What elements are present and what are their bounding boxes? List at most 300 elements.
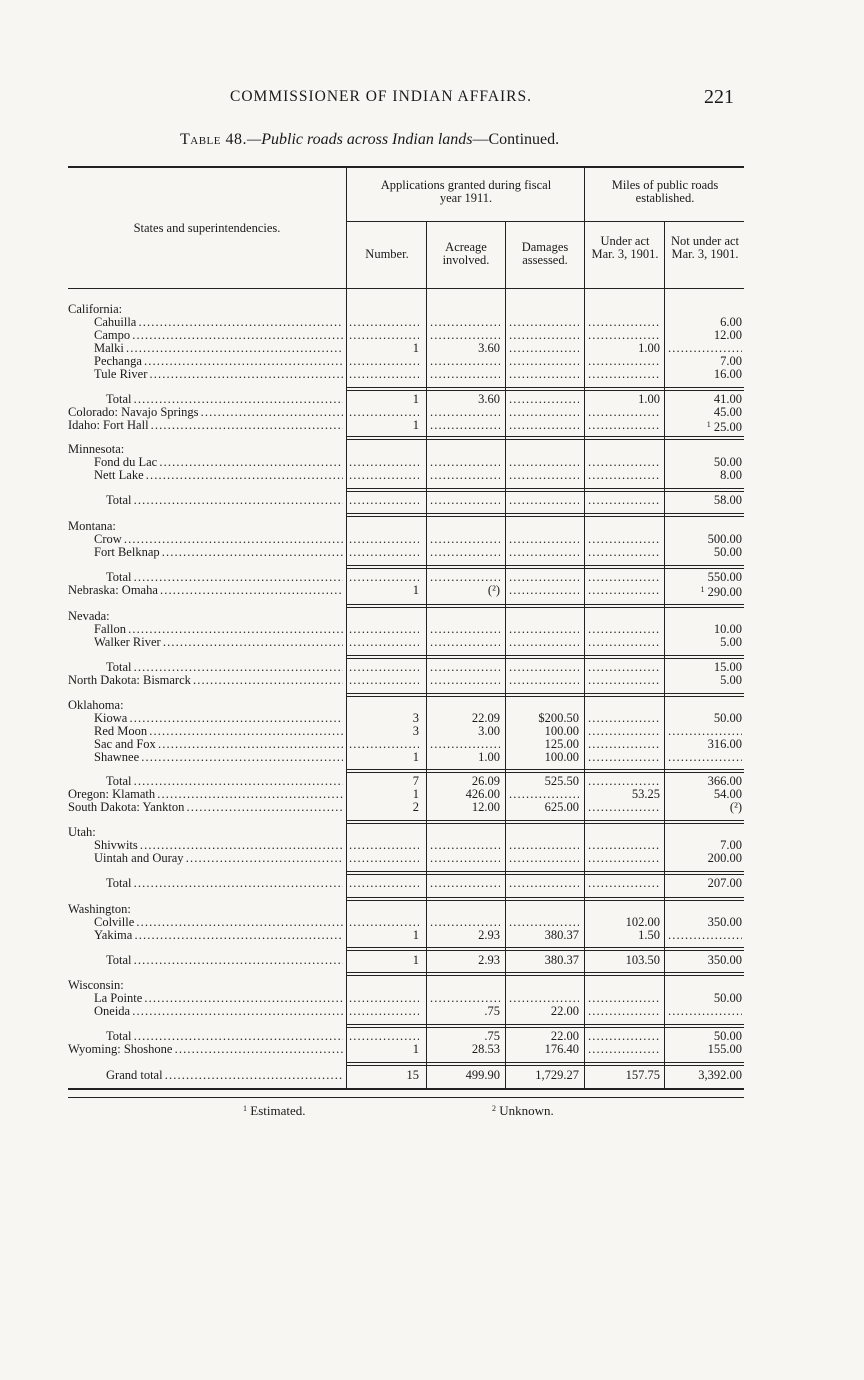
section-rule [346, 972, 744, 973]
header-states: States and superintendencies. [133, 221, 281, 235]
cell-damages [509, 712, 579, 725]
cell-value: 207.00 [707, 877, 742, 890]
cell-under-act [588, 725, 660, 738]
table-row [0, 406, 864, 419]
section-rule [346, 655, 744, 656]
cell-not-under-act [668, 751, 742, 764]
cell-not-under-act [668, 674, 742, 687]
cell-acreage [430, 801, 500, 814]
cell-value: 500.00 [707, 533, 742, 546]
cell-not-under-act [668, 992, 742, 1005]
cell-number [349, 1069, 419, 1082]
cell-under-act [588, 533, 660, 546]
cell-acreage [430, 992, 500, 1005]
cell-value: 550.00 [707, 571, 742, 584]
cell-acreage [430, 1005, 500, 1018]
table-row [0, 738, 864, 751]
cell-acreage [430, 456, 500, 469]
cell-value: 7 [412, 775, 419, 788]
table-row [0, 826, 864, 839]
row-label: Shawnee . . . [94, 751, 343, 764]
cell-value: $200.50 [538, 712, 579, 725]
row-label: Grand total . . . [106, 1069, 343, 1082]
footnote-1-mark: 1 [243, 1104, 247, 1113]
row-label: California: [68, 303, 123, 316]
row-label: Pechanga . . . [94, 355, 343, 368]
cell-value: 7.00 [720, 839, 742, 852]
cell-value: 50.00 [713, 1030, 742, 1043]
cell-under-act [588, 456, 660, 469]
cell-under-act [588, 1069, 660, 1082]
cell-damages [509, 469, 579, 482]
cell-value: 3.60 [478, 393, 500, 406]
cell-value: 100.00 [544, 751, 579, 764]
table-row [0, 342, 864, 355]
cell-acreage [430, 316, 500, 329]
row-label: Shivwits . . . [94, 839, 343, 852]
cell-value: 58.00 [713, 494, 742, 507]
cell-damages [509, 368, 579, 381]
cell-under-act [588, 329, 660, 342]
cell-under-act [588, 992, 660, 1005]
cell-acreage [430, 406, 500, 419]
cell-value: 1 [412, 393, 419, 406]
row-label: South Dakota: Yankton . . . [68, 801, 343, 814]
cell-under-act [588, 469, 660, 482]
row-label: Idaho: Fort Hall . . . [68, 419, 343, 432]
row-label: Fort Belknap . . . [94, 546, 343, 559]
table-row [0, 368, 864, 381]
cell-number [349, 571, 419, 584]
cell-value: 1 [412, 954, 419, 967]
cell-value: 3 [412, 725, 419, 738]
cell-not-under-act [668, 852, 742, 865]
table-title-number: Table 48. [180, 131, 247, 148]
table-row [0, 852, 864, 865]
cell-under-act [588, 801, 660, 814]
cell-under-act [588, 355, 660, 368]
section-rule [346, 1065, 744, 1066]
cell-damages [509, 725, 579, 738]
section-rule [346, 513, 744, 514]
cell-under-act [588, 852, 660, 865]
cell-number [349, 839, 419, 852]
cell-not-under-act [668, 929, 742, 942]
cell-number [349, 929, 419, 942]
cell-not-under-act [668, 954, 742, 967]
cell-value: 1.00 [638, 342, 660, 355]
cell-not-under-act [668, 1005, 742, 1018]
row-label: Wyoming: Shoshone . . . [68, 1043, 343, 1056]
cell-number [349, 751, 419, 764]
cell-number [349, 877, 419, 890]
cell-damages [509, 584, 579, 597]
cell-number [349, 546, 419, 559]
cell-under-act [588, 623, 660, 636]
row-label: Total . . . [106, 393, 343, 406]
table-row [0, 916, 864, 929]
cell-acreage [430, 852, 500, 865]
cell-number [349, 852, 419, 865]
cell-number [349, 712, 419, 725]
cell-value: 12.00 [713, 329, 742, 342]
section-rule [346, 491, 744, 492]
cell-under-act [588, 406, 660, 419]
row-label: North Dakota: Bismarck . . . [68, 674, 343, 687]
row-label: Wisconsin: [68, 979, 124, 992]
row-label: Total . . . [106, 494, 343, 507]
row-label: Colorado: Navajo Springs . . . [68, 406, 343, 419]
table-row [0, 712, 864, 725]
cell-value: 102.00 [625, 916, 660, 929]
table-row [0, 584, 864, 597]
cell-value: 1.50 [638, 929, 660, 942]
row-label: Total . . . [106, 1030, 343, 1043]
cell-damages [509, 1043, 579, 1056]
cell-under-act [588, 419, 660, 432]
cell-acreage [430, 355, 500, 368]
cell-number [349, 393, 419, 406]
header-not-under-act: Not under act Mar. 3, 1901. [670, 234, 740, 261]
cell-under-act [588, 393, 660, 406]
cell-under-act [588, 494, 660, 507]
cell-damages [509, 533, 579, 546]
cell-damages [509, 419, 579, 432]
cell-number [349, 584, 419, 597]
table-row [0, 393, 864, 406]
row-label: Uintah and Ouray . . . [94, 852, 343, 865]
footnote-2-text: Unknown. [499, 1103, 554, 1118]
row-label: Fond du Lac . . . [94, 456, 343, 469]
table-row [0, 636, 864, 649]
cell-value: 22.00 [550, 1030, 579, 1043]
cell-number [349, 533, 419, 546]
cell-not-under-act [668, 584, 742, 599]
cell-value: 22.00 [550, 1005, 579, 1018]
cell-acreage [430, 751, 500, 764]
cell-number [349, 661, 419, 674]
section-rule [346, 696, 744, 697]
cell-value: 350.00 [707, 916, 742, 929]
table-row [0, 469, 864, 482]
cell-under-act [588, 368, 660, 381]
cell-value: 366.00 [707, 775, 742, 788]
cell-number [349, 725, 419, 738]
footnote-ref: 1 [706, 420, 711, 429]
cell-number [349, 674, 419, 687]
table-row [0, 929, 864, 942]
cell-not-under-act [668, 661, 742, 674]
cell-damages [509, 661, 579, 674]
table-row [0, 788, 864, 801]
row-label: Nevada: [68, 610, 110, 623]
cell-damages [509, 839, 579, 852]
section-rule [346, 387, 744, 388]
cell-number [349, 636, 419, 649]
cell-acreage [430, 342, 500, 355]
cell-number [349, 916, 419, 929]
cell-damages [509, 738, 579, 751]
cell-value: 25.00 [713, 420, 742, 434]
section-rule [346, 823, 744, 824]
section-rule [346, 947, 744, 948]
row-label: Walker River . . . [94, 636, 343, 649]
table-row [0, 979, 864, 992]
row-label: Total . . . [106, 661, 343, 674]
cell-not-under-act [668, 456, 742, 469]
cell-under-act [588, 877, 660, 890]
section-rule [346, 897, 744, 898]
cell-value: 2.93 [478, 954, 500, 967]
cell-under-act [588, 636, 660, 649]
cell-not-under-act [668, 342, 742, 355]
table-row [0, 494, 864, 507]
cell-under-act [588, 342, 660, 355]
row-label: Campo . . . [94, 329, 343, 342]
cell-number [349, 316, 419, 329]
table-row [0, 355, 864, 368]
section-rule [346, 1027, 744, 1028]
cell-acreage [430, 1043, 500, 1056]
cell-value: 53.25 [631, 788, 660, 801]
cell-value: 316.00 [707, 738, 742, 751]
footnote-1 [243, 1103, 306, 1119]
cell-damages [509, 571, 579, 584]
cell-acreage [430, 839, 500, 852]
cell-not-under-act [668, 712, 742, 725]
cell-value: 3.60 [478, 342, 500, 355]
cell-not-under-act [668, 393, 742, 406]
section-rule [346, 568, 744, 569]
cell-value: 1 [412, 929, 419, 942]
cell-value: 50.00 [713, 546, 742, 559]
cell-acreage [430, 393, 500, 406]
table-row [0, 533, 864, 546]
cell-damages [509, 1005, 579, 1018]
cell-damages [509, 623, 579, 636]
cell-damages [509, 775, 579, 788]
section-rule [346, 607, 744, 608]
section-rule [346, 1024, 744, 1025]
cell-value: .75 [484, 1030, 500, 1043]
table-title-italic: —Public roads across Indian lands [247, 131, 473, 148]
cell-number [349, 992, 419, 1005]
cell-value: 1 [412, 751, 419, 764]
cell-not-under-act [668, 1043, 742, 1056]
cell-under-act [588, 1030, 660, 1043]
header-damages: Damages assessed. [521, 240, 569, 267]
cell-value: 50.00 [713, 992, 742, 1005]
cell-number [349, 788, 419, 801]
cell-damages [509, 929, 579, 942]
cell-value: 380.37 [544, 954, 579, 967]
table-row [0, 1005, 864, 1018]
cell-value: 1 [412, 584, 419, 597]
cell-acreage [430, 571, 500, 584]
cell-damages [509, 456, 579, 469]
table-row [0, 623, 864, 636]
cell-value: 26.09 [471, 775, 500, 788]
cell-value: 525.50 [544, 775, 579, 788]
section-rule [346, 488, 744, 489]
row-label: Total . . . [106, 877, 343, 890]
cell-value: 3 [412, 712, 419, 725]
cell-not-under-act [668, 546, 742, 559]
row-label: Colville . . . [94, 916, 343, 929]
section-rule [346, 772, 744, 773]
cell-under-act [588, 788, 660, 801]
cell-value: 103.50 [625, 954, 660, 967]
cell-damages [509, 801, 579, 814]
cell-number [349, 1043, 419, 1056]
cell-value: 3,392.00 [698, 1069, 742, 1082]
header-under-act: Under act Mar. 3, 1901. [591, 234, 659, 261]
cell-number [349, 954, 419, 967]
cell-under-act [588, 839, 660, 852]
footnote-2-mark: 2 [492, 1104, 496, 1113]
footnote-ref: 1 [700, 585, 705, 594]
cell-value: 2.93 [478, 929, 500, 942]
cell-value: 499.90 [465, 1069, 500, 1082]
cell-under-act [588, 712, 660, 725]
cell-damages [509, 636, 579, 649]
cell-acreage [430, 929, 500, 942]
cell-number [349, 1030, 419, 1043]
row-label: Total . . . [106, 775, 343, 788]
row-label: Montana: [68, 520, 116, 533]
cell-value: 7.00 [720, 355, 742, 368]
section-rule [346, 436, 744, 437]
section-rule [346, 871, 744, 872]
section-rule [346, 439, 744, 440]
row-label: La Pointe . . . [94, 992, 343, 1005]
cell-not-under-act [668, 877, 742, 890]
table-row [0, 1030, 864, 1043]
cell-under-act [588, 738, 660, 751]
cell-value: 50.00 [713, 456, 742, 469]
section-rule [346, 820, 744, 821]
cell-damages [509, 406, 579, 419]
table-row [0, 992, 864, 1005]
cell-acreage [430, 1069, 500, 1082]
row-label: Nett Lake . . . [94, 469, 343, 482]
header-miles-group: Miles of public roads established. [611, 178, 719, 205]
cell-value: 625.00 [544, 801, 579, 814]
section-rule [346, 390, 744, 391]
table-row [0, 443, 864, 456]
cell-acreage [430, 954, 500, 967]
cell-under-act [588, 775, 660, 788]
cell-value: 125.00 [544, 738, 579, 751]
cell-damages [509, 494, 579, 507]
section-rule [346, 604, 744, 605]
cell-number [349, 494, 419, 507]
table-row [0, 456, 864, 469]
row-label: Nebraska: Omaha . . . [68, 584, 343, 597]
section-rule [346, 900, 744, 901]
cell-damages [509, 1030, 579, 1043]
cell-value: (²) [487, 584, 500, 597]
row-label: Utah: [68, 826, 96, 839]
cell-acreage [430, 368, 500, 381]
table-row [0, 571, 864, 584]
cell-acreage [430, 674, 500, 687]
footnote-2 [492, 1103, 554, 1119]
cell-damages [509, 992, 579, 1005]
cell-not-under-act [668, 329, 742, 342]
row-label: Total . . . [106, 571, 343, 584]
cell-value: .75 [484, 1005, 500, 1018]
section-rule [346, 516, 744, 517]
cell-damages [509, 916, 579, 929]
section-rule [346, 874, 744, 875]
row-label: Kiowa . . . [94, 712, 343, 725]
cell-value: 1,729.27 [535, 1069, 579, 1082]
cell-damages [509, 316, 579, 329]
cell-acreage [430, 533, 500, 546]
cell-under-act [588, 916, 660, 929]
cell-acreage [430, 712, 500, 725]
header-applications-group: Applications granted during fiscal year 1911. [380, 178, 552, 205]
cell-under-act [588, 1043, 660, 1056]
cell-number [349, 355, 419, 368]
cell-under-act [588, 674, 660, 687]
cell-damages [509, 674, 579, 687]
cell-acreage [430, 636, 500, 649]
cell-value: 28.53 [471, 1043, 500, 1056]
header-acreage: Acreage involved. [442, 240, 490, 267]
section-rule [346, 1062, 744, 1063]
cell-value: 3.00 [478, 725, 500, 738]
cell-acreage [430, 494, 500, 507]
cell-value: 380.37 [544, 929, 579, 942]
cell-not-under-act [668, 623, 742, 636]
cell-value: 426.00 [465, 788, 500, 801]
cell-value: 1.00 [638, 393, 660, 406]
table-row [0, 903, 864, 916]
cell-number [349, 469, 419, 482]
cell-value: 12.00 [471, 801, 500, 814]
cell-damages [509, 393, 579, 406]
row-label: Sac and Fox . . . [94, 738, 343, 751]
table-row [0, 546, 864, 559]
cell-acreage [430, 419, 500, 432]
cell-acreage [430, 738, 500, 751]
cell-damages [509, 877, 579, 890]
cell-under-act [588, 316, 660, 329]
cell-number [349, 456, 419, 469]
row-label: Fallon . . . [94, 623, 343, 636]
cell-acreage [430, 788, 500, 801]
cell-value: 45.00 [713, 406, 742, 419]
cell-damages [509, 342, 579, 355]
row-label: Oklahoma: [68, 699, 124, 712]
header-number: Number. [365, 247, 409, 261]
table-row [0, 316, 864, 329]
table-row [0, 877, 864, 890]
cell-value: (²) [729, 801, 742, 814]
cell-number [349, 329, 419, 342]
table-row [0, 661, 864, 674]
cell-not-under-act [668, 801, 742, 814]
cell-not-under-act [668, 406, 742, 419]
cell-under-act [588, 571, 660, 584]
cell-acreage [430, 329, 500, 342]
cell-value: 155.00 [707, 1043, 742, 1056]
table-row [0, 801, 864, 814]
cell-not-under-act [668, 571, 742, 584]
table-title [180, 131, 559, 149]
